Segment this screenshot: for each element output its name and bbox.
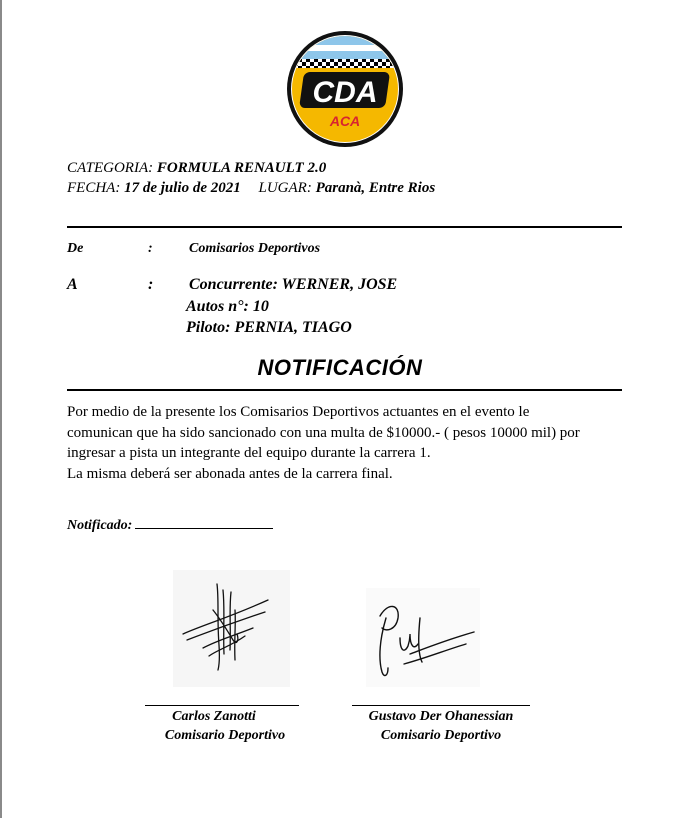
- notified-field: [67, 516, 273, 534]
- document-title: NOTIFICACIÓN: [257, 355, 423, 380]
- notification-body: [67, 402, 637, 484]
- signer-2-role: Comisario Deportivo: [380, 728, 502, 743]
- signer-2-name: Gustavo Der Ohanessian: [368, 709, 514, 724]
- date-value: 17 de julio de 2021: [124, 180, 241, 196]
- driver-name: Piloto: PERNIA, TIAGO: [186, 319, 352, 336]
- to-label: A: [67, 276, 78, 293]
- signature-1-scribble: [173, 570, 290, 687]
- signer-1-name: Carlos Zanotti: [172, 709, 256, 724]
- page-border: [0, 0, 2, 818]
- signer-1-role: Comisario Deportivo: [164, 728, 286, 743]
- to-colon: :: [148, 276, 154, 293]
- place-label: LUGAR:: [258, 180, 312, 196]
- date-label: FECHA:: [67, 180, 121, 196]
- signature-1-image: [173, 570, 290, 687]
- category-line: [67, 160, 326, 177]
- signature-2-scribble: [366, 588, 480, 687]
- logo-text: CDA: [312, 76, 378, 109]
- from-label: De: [67, 241, 84, 256]
- from-colon: :: [148, 241, 153, 256]
- place-value: Paranà, Entre Rios: [315, 180, 436, 196]
- cda-logo: [286, 30, 404, 148]
- body-line-2: comunican que ha sido sancionado con una multa de $10000.- ( pesos 10000 mil) por: [67, 424, 580, 441]
- signature-line-1: [145, 705, 299, 706]
- competitor-value: Concurrente: WERNER, JOSE: [189, 276, 398, 293]
- divider-top: [67, 226, 622, 228]
- date-line: [67, 180, 435, 197]
- body-line-1: Por medio de la presente los Comisarios Deportivos actuantes en el evento le: [67, 404, 530, 420]
- signature-2-image: [366, 588, 480, 687]
- category-label: CATEGORIA:: [67, 160, 154, 176]
- car-number: Autos n°: 10: [186, 298, 269, 315]
- body-line-3: ingresar a pista un integrante del equipo durante la carrera 1.: [67, 445, 431, 461]
- notified-blank-line: [135, 516, 273, 529]
- notified-label: Notificado:: [67, 518, 133, 533]
- divider-title: [67, 389, 622, 391]
- body-line-4: La misma deberá ser abonada antes de la carrera final.: [67, 465, 393, 482]
- signature-line-2: [352, 705, 530, 706]
- from-value: Comisarios Deportivos: [189, 241, 321, 256]
- logo-subtext: ACA: [329, 113, 361, 129]
- category-value: FORMULA RENAULT 2.0: [156, 160, 327, 176]
